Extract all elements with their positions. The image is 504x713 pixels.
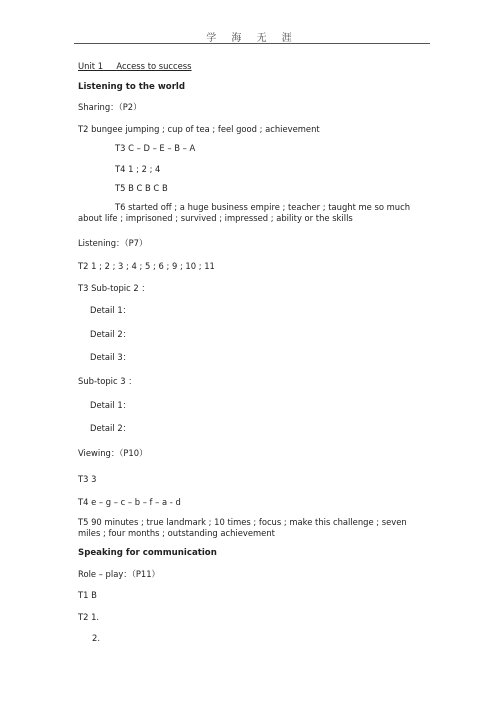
viewing-t3: T3 3 bbox=[78, 474, 97, 484]
subtopic2-detail2: Detail 2： bbox=[90, 329, 132, 339]
sharing-t2: T2 bungee jumping ; cup of tea ; feel good ; achievement bbox=[78, 124, 320, 134]
subtopic2-detail3: Detail 3： bbox=[90, 352, 132, 362]
unit-gap bbox=[103, 61, 116, 71]
roleplay-t1: T1 B bbox=[78, 590, 97, 600]
unit-heading bbox=[78, 61, 192, 72]
header-title: 学 海 无 涯 bbox=[206, 33, 298, 44]
viewing-t5: T5 90 minutes ; true landmark ; 10 times ; focus ; make this challenge ; seven miles ; four months ; outstanding achievement bbox=[78, 517, 407, 538]
listening-t3: T3 Sub-topic 2 ： bbox=[78, 283, 150, 293]
listening-heading: Listening：（P7） bbox=[78, 238, 148, 248]
section-heading-speaking: Speaking for communication bbox=[78, 548, 217, 558]
unit-label: Unit 1 bbox=[78, 61, 104, 71]
listening-t2: T2 1 ; 2 ; 3 ; 4 ; 5 ; 6 ; 9 ; 10 ; 11 bbox=[78, 261, 215, 271]
subtopic3-heading: Sub-topic 3 ： bbox=[78, 376, 137, 386]
sharing-t6: T6 started off ; a huge business empire ; teacher ; taught me so much about life ; imprisoned ; survived ; impressed ; ability or the skills bbox=[78, 202, 411, 223]
roleplay-t2-item2: 2. bbox=[92, 633, 100, 643]
subtopic3-detail1: Detail 1： bbox=[90, 400, 132, 410]
viewing-heading: Viewing：（P10） bbox=[78, 448, 148, 458]
unit-title: Access to success bbox=[116, 61, 192, 71]
viewing-t4: T4 e – g – c – b – f – a - d bbox=[78, 497, 181, 507]
roleplay-heading: Role – play：（P11） bbox=[78, 569, 160, 579]
sharing-t4: T4 1 ; 2 ; 4 bbox=[115, 164, 161, 174]
sharing-t3: T3 C – D – E – B – A bbox=[115, 143, 196, 153]
subtopic3-detail2: Detail 2： bbox=[90, 423, 132, 433]
sharing-t5: T5 B C B C B bbox=[115, 183, 168, 193]
subtopic2-detail1: Detail 1： bbox=[90, 305, 132, 315]
roleplay-t2: T2 1. bbox=[78, 612, 100, 622]
sharing-heading: Sharing：（P2） bbox=[78, 102, 142, 112]
section-heading-listening: Listening to the world bbox=[78, 82, 186, 92]
header-divider bbox=[74, 43, 430, 44]
